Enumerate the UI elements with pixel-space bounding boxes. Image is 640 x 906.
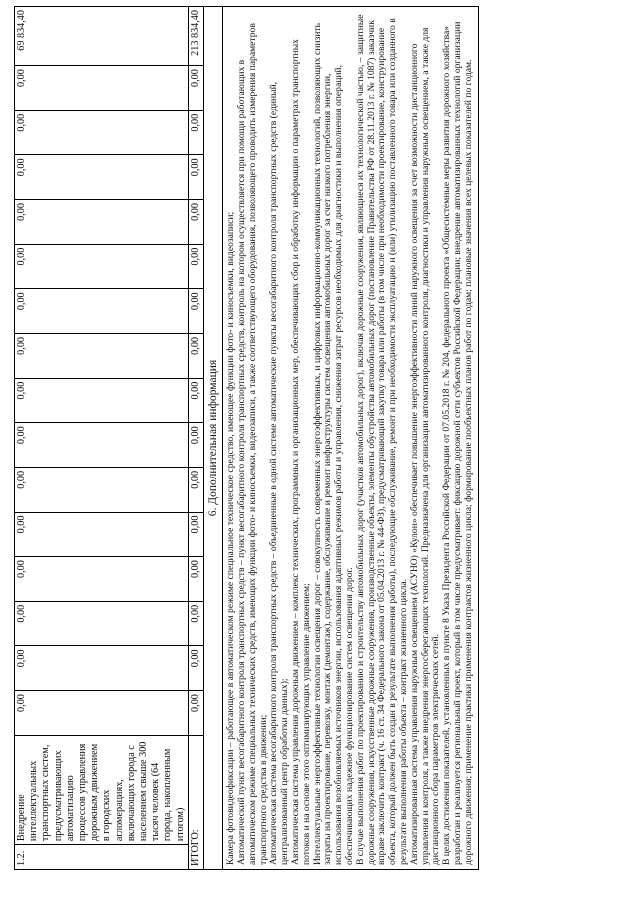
total-cell: 0,00: [188, 423, 203, 468]
section-header-row: [204, 7, 223, 870]
total-cell: 0,00: [188, 512, 203, 557]
total-cell: 0,00: [188, 66, 203, 111]
total-cell: 0,00: [188, 378, 203, 423]
row-name: Внедрение интеллектуальных транспортных систем, предусматривающих автоматизацию процессов управления дорожным движением в городских агломерациях, включающих города с населением свыше 300 тысяч человек (64 города, накопленным итогом): [15, 735, 189, 844]
total-cell-grand: 213 834,40: [188, 7, 203, 66]
info-row: [223, 7, 478, 870]
total-row: [188, 7, 203, 870]
total-cell: 0,00: [188, 333, 203, 378]
info-paragraph: Автоматизированная система управления наружным освещением (АСУНО) «Кулон» обеспечивает повышение энергоэффективности линий наружного освещения за счет возможности дистанционного управления и контроля, а также внедрения энергосберегающих технологий. Предназначена для организации автоматизированного контроля, диагностики и управления наружным освещением, а также для дистанционного сбора параметров электрических сетей.: [408, 27, 442, 865]
info-paragraph: Камера фотовидеофиксации – работающее в автоматическом режиме специальное техническое средство, имеющее функции фото- и киносъемки, видеозаписи;: [225, 211, 237, 865]
table-row: [15, 7, 189, 870]
value-cell: 0,00: [15, 646, 189, 691]
info-paragraph: Автоматическая система весогабаритного контроля транспортных средств – объединенные в одной системе автоматические пункты весогабаритного контроля транспортных средств (единый, централизованный центр обработки данных);: [268, 81, 291, 865]
total-cell: 0,00: [188, 244, 203, 289]
value-cell: 0,00: [15, 110, 189, 155]
total-cell: 0,00: [188, 646, 203, 691]
total-cell: 0,00: [188, 200, 203, 245]
total-cell: 0,00: [188, 691, 203, 736]
budget-table: [14, 6, 479, 870]
value-cell: 0,00: [15, 333, 189, 378]
value-cell: 0,00: [15, 691, 189, 736]
info-paragraph: В случае выполнения работ по проектированию и строительству автомобильных дорог (участков автомобильных дорог), включая дорожные сооружения, являющиеся их технологической частью, – защитные дорожные сооружения, искусственные дорожные сооружения, производственные объекты, элементы обустройства автомобильных дорог (постановление Правительства РФ от 28.11.2013 г. № 1087) заказчик вправе заключить контракт (ч. 16 ст. 34 Федерального закона от 05.04.2013 г. № 44-ФЗ), предусматривающий закупку товара или работы (в том числе при необходимости проектирование, конструирование объекта, который должен быть создан в результате выполнения работы), последующие обслуживание, ремонт и при необходимости эксплуатацию и (или) утилизацию поставленного товара или созданного в результате выполнения работы объекта – контракт жизненного цикла.: [354, 14, 409, 865]
value-cell-total: 69 834,40: [15, 7, 189, 66]
value-cell: 0,00: [15, 423, 189, 468]
info-paragraph: Интеллектуальные энергоэффективные технологии освещения дорог – совокупность современных энергоэффективных, и цифровых информационно-коммуникационных технологий, позволяющих снизить затраты на проектирование, перевозку, монтаж (демонтаж), содержание, обслуживание и ремонт инфраструктуры систем освещения автомобильных дорог за счет низкого потребления энергии, использования возобновляемых источников энергии, использования адаптивных режимов работы и управления, снижения затрат ресурсов необходимых для диагностики и выполнения операций, обеспечивающих надежное функционирование систем освещения дорог.: [311, 23, 356, 865]
value-cell: 0,00: [15, 155, 189, 200]
info-paragraph: Автоматическая система управления дорожным движением – комплекс технических, программных и организационных мер, обеспечивающих сбор и обработку информации о параметрах транспортных потоков и на основе этого оптимизирующих управление движением;: [290, 39, 312, 865]
value-cell: 0,00: [15, 467, 189, 512]
info-paragraph: Автоматический пункт весогабаритного контроля транспортных средств – пункт весогабаритного контроля транспортных средств, контроль на котором осуществляется при помощи работающих в автоматическом режиме специальных технических средств, имеющих функции фото- и киносъемки, видеозаписи, а также соответствующего оборудования, позволяющего проводить измерения параметров транспортного средства в движении;: [236, 23, 269, 865]
value-cell: 0,00: [15, 512, 189, 557]
total-cell: 0,00: [188, 289, 203, 334]
section-title: 6. Дополнительная информация: [204, 7, 223, 870]
value-cell: 0,00: [15, 557, 189, 602]
row-number: 1.2.: [15, 845, 189, 870]
value-cell: 0,00: [15, 289, 189, 334]
value-cell: 0,00: [15, 601, 189, 646]
value-cell: 0,00: [15, 378, 189, 423]
total-label: ИТОГО:: [188, 735, 203, 869]
value-cell: 0,00: [15, 244, 189, 289]
total-cell: 0,00: [188, 557, 203, 602]
info-paragraph: В целях достижения показателей, установленных в пункте 8 Указа Президента Российской Федерации от 07.05.2018 г. № 204, федерального проекта «Общесистемные меры развития дорожного хозяйства» разработан и реализуется региональный проект, который в том числе предусматривает: фиксацию дорожной сети субъектов Российской Федерации; внедрение автоматизированных технологий организации дорожного движения; применение практики применения контрактов жизненного цикла; формирование пообъектных планов работ по годам; плановые значения всех целевых показателей по годам.: [441, 21, 474, 865]
info-cell: [223, 7, 478, 870]
total-cell: 0,00: [188, 110, 203, 155]
value-cell: 0,00: [15, 66, 189, 111]
total-cell: 0,00: [188, 601, 203, 646]
total-cell: 0,00: [188, 467, 203, 512]
total-cell: 0,00: [188, 155, 203, 200]
value-cell: 0,00: [15, 200, 189, 245]
